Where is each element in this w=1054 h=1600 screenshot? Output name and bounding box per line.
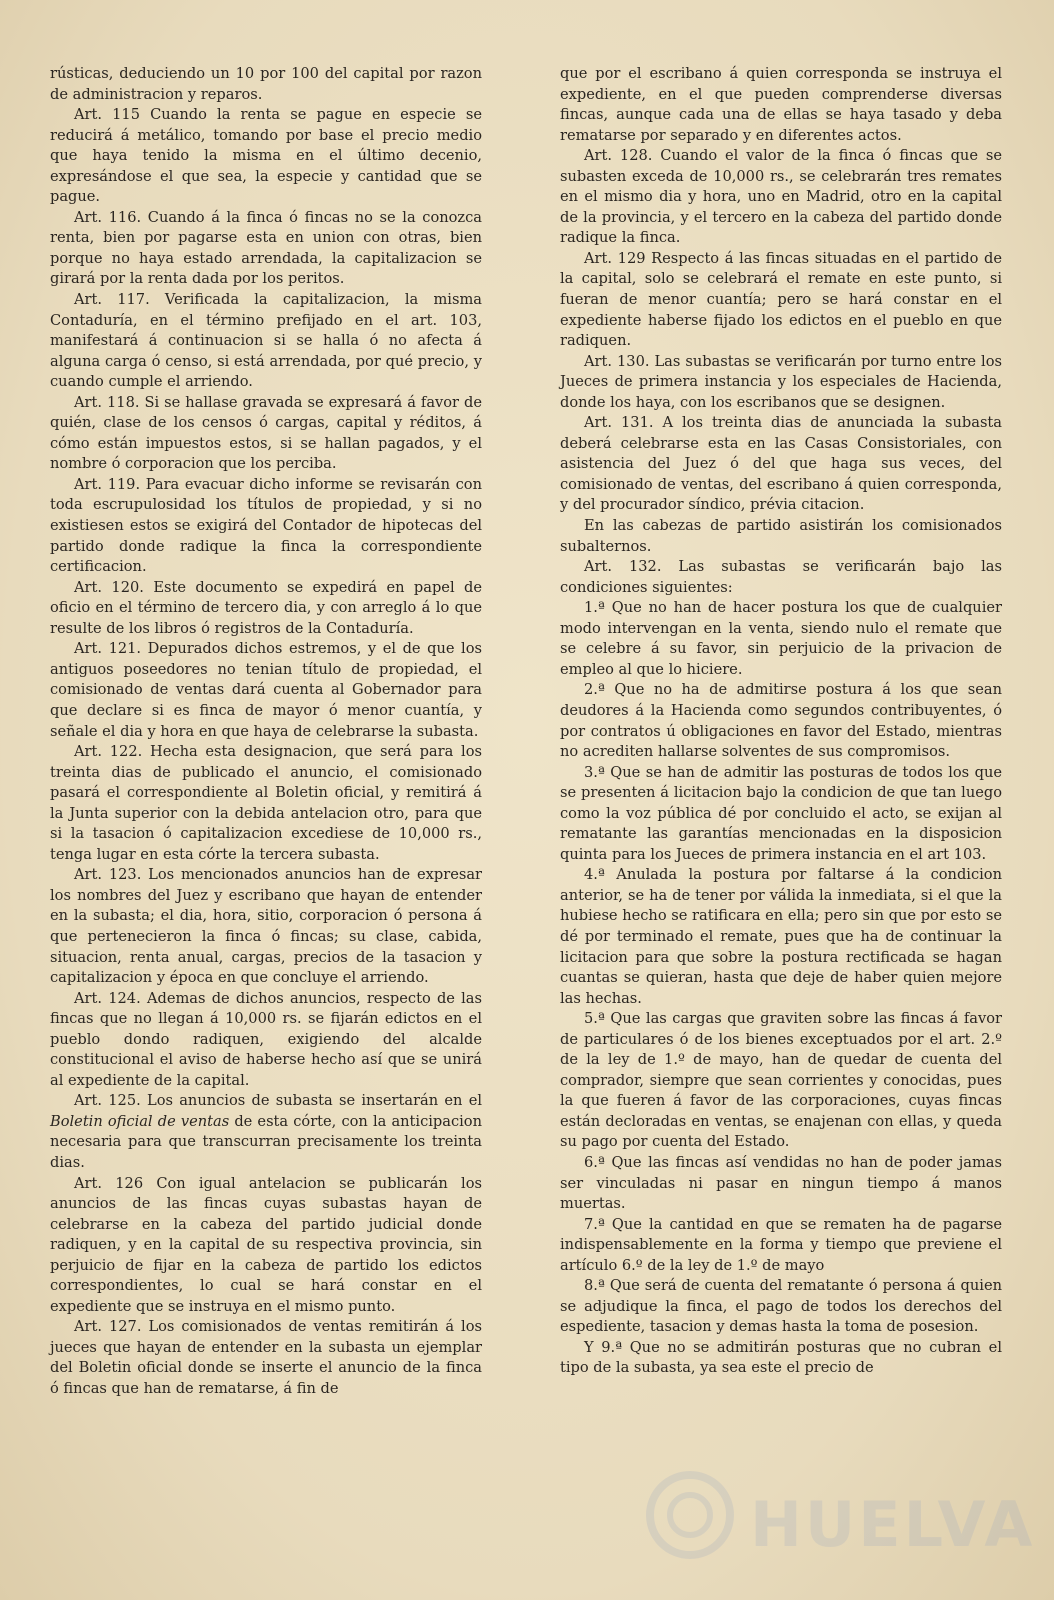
article-125-text-c: de esta córte, con la anticipacion necesaria para que transcurran precisamente los treinta dias. <box>50 1112 482 1171</box>
article-122: Art. 122. Hecha esta designacion, que será para los treinta dias de publicado el anuncio, el comisionado pasará el correspondiente al Boletin oficial, y remitirá á la Junta superior con la debida antelacion otro, para que si la tasacion ó capitalizacion excediese de 10,000 rs., tenga lugar en esta córte la tercera subasta. <box>50 743 482 863</box>
article-119: Art. 119. Para evacuar dicho informe se revisarán con toda escrupulosidad los títulos de propiedad, y si no existiesen estos se exigirá del Contador de hipotecas del partido donde radique la finca la correspondiente certificacion. <box>50 475 482 576</box>
paragraph: que por el escribano á quien corresponda se instruya el expediente, en el que pueden comprenderse diversas fincas, aunque cada una de ellas se haya tasado y deba rematarse por separado y en diferentes actos. <box>560 65 1002 144</box>
left-column <box>50 64 482 1400</box>
article-124: Art. 124. Ademas de dichos anuncios, respecto de las fincas que no llegan á 10,000 rs. se fijarán edictos en el pueblo dondo radiquen, exigiendo del alcalde constitucional el aviso de haberse hecho así que se unirá al expediente de la capital. <box>50 989 482 1089</box>
article-121: Art. 121. Depurados dichos estremos, y el de que los antiguos poseedores no tenian título de propiedad, el comisionado de ventas dará cuenta al Gobernador para que declare si es finca de mayor ó menor cuantía, y señale el dia y hora en que haya de celebrarse la subasta. <box>50 640 482 740</box>
article-118: Art. 118. Si se hallase gravada se expresará á favor de quién, clase de los censos ó cargas, capital y réditos, á cómo están impuestos estos, si se hallan pagados, y el nombre ó corporacion que los perciba. <box>50 393 482 473</box>
condition-1: 1.ª Que no han de hacer postura los que de cualquier modo intervengan en la venta, siendo nulo el remate que se celebre á su favor, sin perjuicio de la privacion de empleo al que lo hiciere. <box>560 599 1002 678</box>
article-127: Art. 127. Los comisionados de ventas remitirán á los jueces que hayan de entender en la subasta un ejemplar del Boletin oficial donde se inserte el anuncio de la finca ó fincas que han de rematarse, á fin de <box>50 1318 482 1397</box>
watermark-text: HUELVA <box>750 1488 1036 1561</box>
article-130: Art. 130. Las subastas se verificarán por turno entre los Jueces de primera instancia y los especiales de Hacienda, donde los haya, con los escribanos que se designen. <box>560 352 1002 411</box>
article-126: Art. 126 Con igual antelacion se publicarán los anuncios de las fincas cuyas subastas hayan de celebrarse en la cabeza del partido judicial donde radiquen, y en la capital de su respectiva provincia, sin perjuicio de fijar en la cabeza de partido los edictos correspondientes, lo cual se hará constar en el expediente que se instruya en el mismo punto. <box>50 1174 482 1315</box>
article-125-text-a: Art. 125. Los anuncios de subasta se insertarán en el <box>74 1092 482 1110</box>
condition-8: 8.ª Que será de cuenta del rematante ó persona á quien se adjudique la finca, el pago de todos los derechos del espediente, tasacion y demas hasta la toma de posesion. <box>560 1277 1002 1336</box>
article-125 <box>50 1091 482 1173</box>
article-116: Art. 116. Cuando á la finca ó fincas no se la conozca renta, bien por pagarse esta en union con otras, bien porque no haya estado arrendada, la capitalizacion se girará por la renta dada por los peritos. <box>50 208 482 288</box>
article-117: Art. 117. Verificada la capitalizacion, la misma Contaduría, en el término prefijado en el art. 103, manifestará á continuacion si se halla ó no afecta á alguna carga ó censo, si está arrendada, por qué precio, y cuando cumple el arriendo. <box>50 291 482 391</box>
article-132: Art. 132. Las subastas se verificarán bajo las condiciones siguientes: <box>560 558 1002 596</box>
paragraph: rústicas, deduciendo un 10 por 100 del capital por razon de administracion y reparos. <box>50 65 482 103</box>
condition-4: 4.ª Anulada la postura por faltarse á la condicion anterior, se ha de tener por válida la inmediata, si el que la hubiese hecho se ratificara en ella; pero sin que por esto se dé por terminado el remate, pues que ha de continuar la licitacion para que sobre la postura rectificada se hagan cuantas se quieran, hasta que deje de haber quien mejore las hechas. <box>560 866 1002 1007</box>
library-seal-icon <box>640 1460 740 1570</box>
condition-2: 2.ª Que no ha de admitirse postura á los que sean deudores á la Hacienda como segundos contribuyentes, ó por contratos ú obligaciones en favor del Estado, mientras no acrediten hallarse solventes de sus compromisos. <box>560 681 1002 761</box>
condition-5: 5.ª Que las cargas que graviten sobre las fincas á favor de particulares ó de los bienes exceptuados por el art. 2.º de la ley de 1.º de mayo, han de quedar de cuenta del comprador, siempre que sean corrientes y conocidas, pues la que fueren á favor de las corporaciones, cuyas fincas están decloradas en ventas, se enajenan con ellas, y queda su pago por cuenta del Estado. <box>560 1010 1002 1151</box>
article-115: Art. 115 Cuando la renta se pague en especie se reducirá á metálico, tomando por base el precio medio que haya tenido la misma en el último decenio, expresándose el que sea, la especie y cantidad que se pague. <box>50 106 482 206</box>
condition-3: 3.ª Que se han de admitir las posturas de todos los que se presenten á licitacion bajo la condicion de que tan luego como la voz pública dé por concluido el acto, se exijan al rematante las garantías mencionadas en la disposicion quinta para los Jueces de primera instancia en el art 103. <box>560 763 1002 863</box>
condition-7: 7.ª Que la cantidad en que se rematen ha de pagarse indispensablemente en la forma y tiempo que previene el artículo 6.º de la ley de 1.º de mayo <box>560 1215 1002 1274</box>
library-watermark <box>640 1460 1036 1580</box>
article-131: Art. 131. A los treinta dias de anunciada la subasta deberá celebrarse esta en las Casas Consistoriales, con asistencia del Juez ó del que haga sus veces, del comisionado de ventas, del escribano á quien corresponda, y del procurador síndico, prévia citacion. <box>560 414 1002 514</box>
article-128: Art. 128. Cuando el valor de la finca ó fincas que se subasten exceda de 10,000 rs., se celebrarán tres remates en el mismo dia y hora, uno en Madrid, otro en la capital de la provincia, y el tercero en la cabeza del partido donde radique la finca. <box>560 147 1002 247</box>
condition-9: Y 9.ª Que no se admitirán posturas que no cubran el tipo de la subasta, ya sea este el precio de <box>560 1338 1002 1377</box>
condition-6: 6.ª Que las fincas así vendidas no han de poder jamas ser vinculadas ni pasar en ningun tiempo á manos muertas. <box>560 1153 1002 1213</box>
right-column <box>560 64 1002 1379</box>
article-129: Art. 129 Respecto á las fincas situadas en el partido de la capital, solo se celebrará el remate en este punto, si fueran de menor cuantía; pero se hará constar en el expediente haberse fijado los edictos en el pueblo en que radiquen. <box>560 249 1002 350</box>
article-120: Art. 120. Este documento se expedirá en papel de oficio en el término de tercero dia, y con arreglo á lo que resulte de los libros ó registros de la Contaduría. <box>50 578 482 637</box>
paragraph: En las cabezas de partido asistirán los comisionados subalternos. <box>560 517 1002 555</box>
article-123: Art. 123. Los mencionados anuncios han de expresar los nombres del Juez y escribano que hayan de entender en la subasta; el dia, hora, sitio, corporacion ó persona á que pertenecieron la finca ó fincas; su clase, cabida, situacion, renta anual, cargas, precios de la tasacion y capitalizacion y época en que concluye el arriendo. <box>50 866 482 987</box>
boletin-title: Boletin oficial de ventas <box>50 1112 230 1130</box>
